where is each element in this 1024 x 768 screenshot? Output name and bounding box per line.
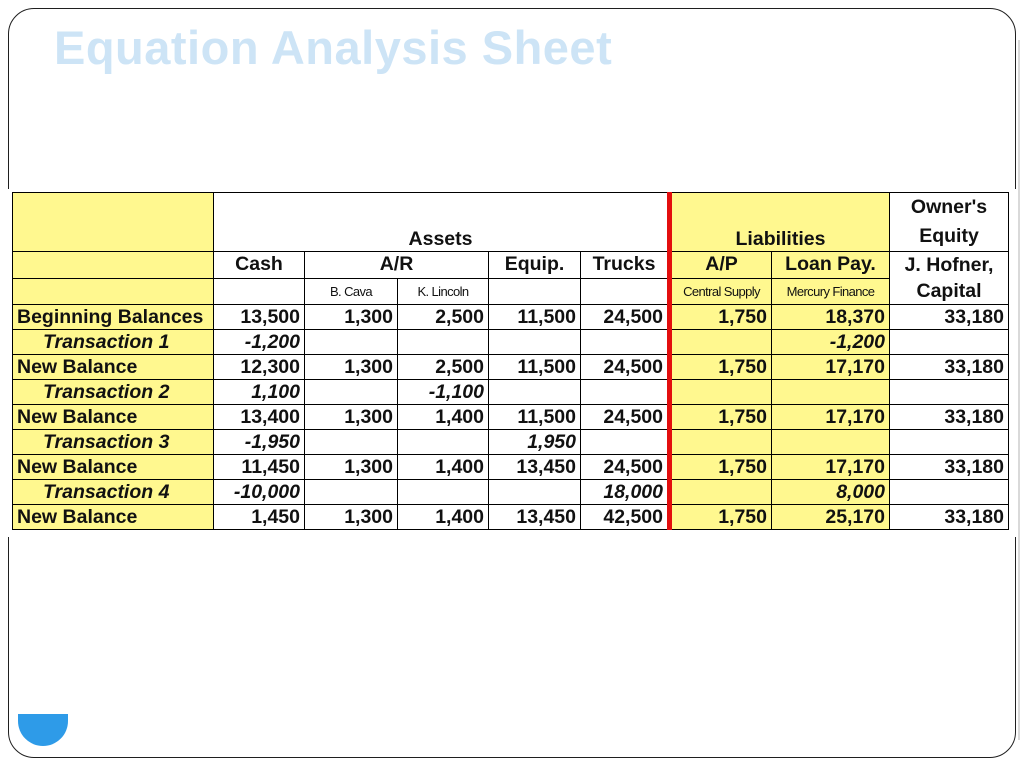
cell-equip	[489, 480, 581, 505]
assets-header: Assets	[214, 193, 670, 252]
row-label: Transaction 3	[13, 430, 214, 455]
header-blank-cell	[489, 278, 581, 305]
cell-ap: 1,750	[670, 455, 772, 480]
cell-loan: 25,170	[772, 505, 890, 530]
cell-ar-lincoln: 2,500	[398, 305, 489, 330]
cell-ar-lincoln	[398, 480, 489, 505]
cell-ar-lincoln: 1,400	[398, 505, 489, 530]
row-label: New Balance	[13, 355, 214, 380]
cell-ar-cava: 1,300	[305, 355, 398, 380]
cell-trucks: 24,500	[581, 355, 670, 380]
table-row	[13, 380, 1009, 405]
equip-header: Equip.	[489, 252, 581, 279]
cell-ar-lincoln: -1,100	[398, 380, 489, 405]
header-blank-cell	[13, 252, 214, 279]
cell-ar-cava	[305, 330, 398, 355]
cell-ap	[670, 330, 772, 355]
ar-lincoln-subheader: K. Lincoln	[398, 278, 489, 305]
loan-pay-header: Loan Pay.	[772, 252, 890, 279]
cell-loan: -1,200	[772, 330, 890, 355]
loan-mercury-subheader: Mercury Finance	[772, 278, 890, 305]
row-label: Transaction 1	[13, 330, 214, 355]
cell-ap: 1,750	[670, 305, 772, 330]
trucks-header: Trucks	[581, 252, 670, 279]
table-row	[13, 505, 1009, 530]
capital-line1: J. Hofner,	[904, 254, 994, 276]
equation-analysis-table	[12, 192, 1009, 530]
cell-equip: 1,950	[489, 430, 581, 455]
cell-ar-cava	[305, 480, 398, 505]
row-label: New Balance	[13, 505, 214, 530]
table-row	[13, 355, 1009, 380]
cell-ar-cava: 1,300	[305, 405, 398, 430]
owners-equity-line2: Equity	[919, 225, 979, 247]
cell-ar-cava	[305, 430, 398, 455]
capital-header	[890, 252, 1009, 305]
cell-capital	[890, 380, 1009, 405]
cell-trucks: 18,000	[581, 480, 670, 505]
owners-equity-line1: Owner's	[910, 196, 988, 218]
cell-loan: 17,170	[772, 455, 890, 480]
cell-equip	[489, 330, 581, 355]
cell-equip: 11,500	[489, 405, 581, 430]
cash-header: Cash	[214, 252, 305, 279]
row-label: Beginning Balances	[13, 305, 214, 330]
cell-trucks	[581, 380, 670, 405]
cell-capital: 33,180	[890, 455, 1009, 480]
cell-equip: 13,450	[489, 505, 581, 530]
cell-ar-lincoln	[398, 330, 489, 355]
cell-cash: -10,000	[214, 480, 305, 505]
cell-ar-cava	[305, 380, 398, 405]
cell-ar-cava: 1,300	[305, 455, 398, 480]
cell-trucks	[581, 330, 670, 355]
table-row	[13, 305, 1009, 330]
cell-trucks: 42,500	[581, 505, 670, 530]
cell-cash: 13,500	[214, 305, 305, 330]
table-row	[13, 405, 1009, 430]
cell-equip: 11,500	[489, 355, 581, 380]
ap-central-subheader: Central Supply	[670, 278, 772, 305]
equation-table-image	[8, 189, 1016, 537]
cell-loan	[772, 380, 890, 405]
capital-line2: Capital	[916, 280, 982, 302]
cell-cash: 11,450	[214, 455, 305, 480]
cell-ar-lincoln	[398, 430, 489, 455]
header-blank-cell	[13, 278, 214, 305]
cell-capital: 33,180	[890, 505, 1009, 530]
ar-cava-subheader: B. Cava	[305, 278, 398, 305]
cell-cash: 1,100	[214, 380, 305, 405]
cell-cash: 13,400	[214, 405, 305, 430]
cell-cash: -1,950	[214, 430, 305, 455]
table-row	[13, 430, 1009, 455]
header-blank-cell	[13, 193, 214, 252]
row-label: New Balance	[13, 455, 214, 480]
cell-ap: 1,750	[670, 355, 772, 380]
cell-loan: 8,000	[772, 480, 890, 505]
cell-ap	[670, 430, 772, 455]
table-row	[13, 455, 1009, 480]
cell-ap	[670, 380, 772, 405]
table-row	[13, 480, 1009, 505]
cell-ap: 1,750	[670, 405, 772, 430]
row-label: Transaction 4	[13, 480, 214, 505]
owners-equity-header	[890, 193, 1009, 252]
cell-trucks: 24,500	[581, 455, 670, 480]
row-label: New Balance	[13, 405, 214, 430]
ar-header: A/R	[305, 252, 489, 279]
header-blank-cell	[581, 278, 670, 305]
cell-loan	[772, 430, 890, 455]
cell-ap	[670, 480, 772, 505]
cell-cash: 12,300	[214, 355, 305, 380]
cell-ar-lincoln: 2,500	[398, 355, 489, 380]
cell-capital: 33,180	[890, 355, 1009, 380]
table-row	[13, 330, 1009, 355]
table-body	[13, 305, 1009, 530]
cell-ar-lincoln: 1,400	[398, 455, 489, 480]
slide-title: Equation Analysis Sheet	[54, 21, 613, 74]
cell-ap: 1,750	[670, 505, 772, 530]
cell-loan: 17,170	[772, 405, 890, 430]
cell-equip: 11,500	[489, 305, 581, 330]
cell-trucks: 24,500	[581, 405, 670, 430]
cell-trucks	[581, 430, 670, 455]
header-blank-cell	[214, 278, 305, 305]
row-label: Transaction 2	[13, 380, 214, 405]
cell-ar-cava: 1,300	[305, 505, 398, 530]
cell-cash: -1,200	[214, 330, 305, 355]
liabilities-header	[670, 193, 890, 252]
cell-loan: 17,170	[772, 355, 890, 380]
cell-capital	[890, 480, 1009, 505]
frame-shadow	[1018, 40, 1020, 740]
cell-cash: 1,450	[214, 505, 305, 530]
cell-capital	[890, 430, 1009, 455]
cell-ar-cava: 1,300	[305, 305, 398, 330]
cell-capital: 33,180	[890, 405, 1009, 430]
cell-capital	[890, 330, 1009, 355]
cell-ar-lincoln: 1,400	[398, 405, 489, 430]
cell-equip: 13,450	[489, 455, 581, 480]
cell-loan: 18,370	[772, 305, 890, 330]
cell-equip	[489, 380, 581, 405]
cell-capital: 33,180	[890, 305, 1009, 330]
liabilities-header-label: Liabilities	[735, 228, 826, 250]
ap-header: A/P	[670, 252, 772, 279]
cell-trucks: 24,500	[581, 305, 670, 330]
